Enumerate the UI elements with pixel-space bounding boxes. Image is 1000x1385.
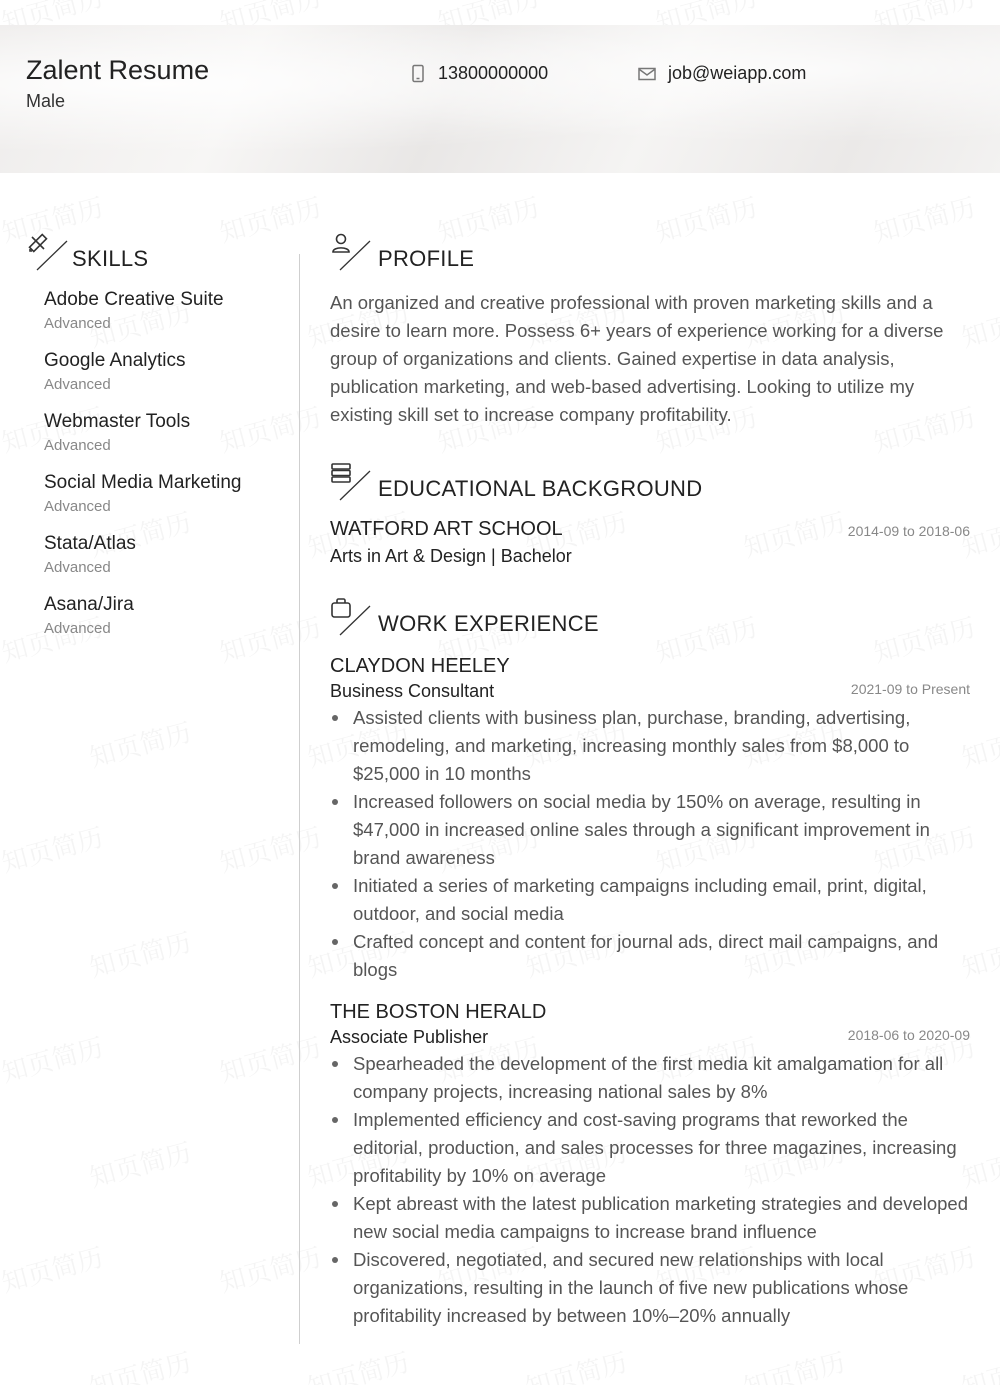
mail-icon <box>638 66 656 82</box>
education-major: Arts in Art & Design | Bachelor <box>330 546 572 566</box>
skill-level: Advanced <box>44 437 111 454</box>
job-bullets <box>330 1050 970 1330</box>
skill-level: Advanced <box>44 559 111 576</box>
skill-level: Advanced <box>44 315 111 332</box>
skill-item <box>44 470 284 518</box>
skill-name: Asana/Jira <box>44 594 134 615</box>
column-divider <box>299 254 300 1344</box>
bullet-item: Kept abreast with the latest publication marketing strategies and developed new social media campaigns to increase brand influence <box>330 1190 970 1246</box>
job-meta <box>330 679 970 703</box>
skill-name: Social Media Marketing <box>44 472 242 493</box>
bullet-item: Assisted clients with business plan, purchase, branding, advertising, remodeling, and marketing, increasing monthly sales from $8,000 to $25,000 in 10 months <box>330 704 970 788</box>
job-meta <box>330 1025 970 1049</box>
skill-item <box>44 409 284 457</box>
skill-name: Google Analytics <box>44 350 186 371</box>
skills-title: SKILLS <box>72 246 149 271</box>
resume-header <box>0 25 1000 173</box>
heading-slash <box>338 232 378 272</box>
job-entry <box>330 999 970 1330</box>
skill-item <box>44 531 284 579</box>
skill-item <box>44 287 284 335</box>
profile-summary: An organized and creative professional with proven marketing skills and a desire to learn more. Possess 6+ years of experience working for a diverse group of organizations and clients. Gained expertise in data analysis, publication marketing, and web-based advertising. Looking to utilize my existing skill set to increase company profitability. <box>330 292 944 425</box>
education-title: EDUCATIONAL BACKGROUND <box>378 476 703 501</box>
skill-item <box>44 592 284 640</box>
bullet-item: Spearheaded the development of the first media kit amalgamation for all company projects, increasing national sales by 8% <box>330 1050 970 1106</box>
bullet-item: Implemented efficiency and cost-saving programs that reworked the editorial, production, and sales processes for three magazines, increasing profitability by 10% on average <box>330 1106 970 1190</box>
phone-number: 13800000000 <box>438 63 549 83</box>
work-title: WORK EXPERIENCE <box>378 611 599 636</box>
bullet-item: Increased followers on social media by 150% on average, resulting in $47,000 in increased online sales through a significant improvement in brand awareness <box>330 788 970 872</box>
education-heading <box>330 462 702 502</box>
bullet-item: Initiated a series of marketing campaigns including email, print, digital, outdoor, and social media <box>330 872 970 928</box>
skill-level: Advanced <box>44 376 111 393</box>
skill-level: Advanced <box>44 498 111 515</box>
education-date: 2014-09 to 2018-06 <box>847 523 970 539</box>
email-address: job@weiapp.com <box>668 63 807 83</box>
profile-heading <box>330 232 474 272</box>
job-position: Associate Publisher <box>330 1027 489 1047</box>
bullet-item: Discovered, negotiated, and secured new relationships with local organizations, resulting in the launch of five new publications whose profitability increased by between 10%–20% annually <box>330 1246 970 1330</box>
job-company: THE BOSTON HERALD <box>330 1001 547 1023</box>
skill-name: Adobe Creative Suite <box>44 289 224 310</box>
bullet-item: Crafted concept and content for journal ads, direct mail campaigns, and blogs <box>330 928 970 984</box>
profile-title: PROFILE <box>378 246 475 271</box>
job-date: 2021-09 to Present <box>850 681 970 697</box>
job-position: Business Consultant <box>330 681 495 701</box>
candidate-name: Zalent Resume <box>26 55 210 85</box>
heading-slash <box>35 232 75 272</box>
skill-name: Webmaster Tools <box>44 411 191 432</box>
skill-name: Stata/Atlas <box>44 533 136 554</box>
job-entry <box>330 653 970 984</box>
job-date: 2018-06 to 2020-09 <box>847 1027 970 1043</box>
contact-phone <box>410 63 548 84</box>
skill-level: Advanced <box>44 620 111 637</box>
heading-slash <box>338 462 378 502</box>
skills-list <box>44 287 284 653</box>
skill-item <box>44 348 284 396</box>
work-heading <box>330 597 599 637</box>
candidate-gender: Male <box>26 91 66 111</box>
school-name: WATFORD ART SCHOOL <box>330 518 563 540</box>
contact-email <box>638 63 806 84</box>
heading-slash <box>338 597 378 637</box>
skills-heading <box>27 232 148 272</box>
phone-icon <box>410 64 426 84</box>
job-company: CLAYDON HEELEY <box>330 655 510 677</box>
job-bullets <box>330 704 970 984</box>
